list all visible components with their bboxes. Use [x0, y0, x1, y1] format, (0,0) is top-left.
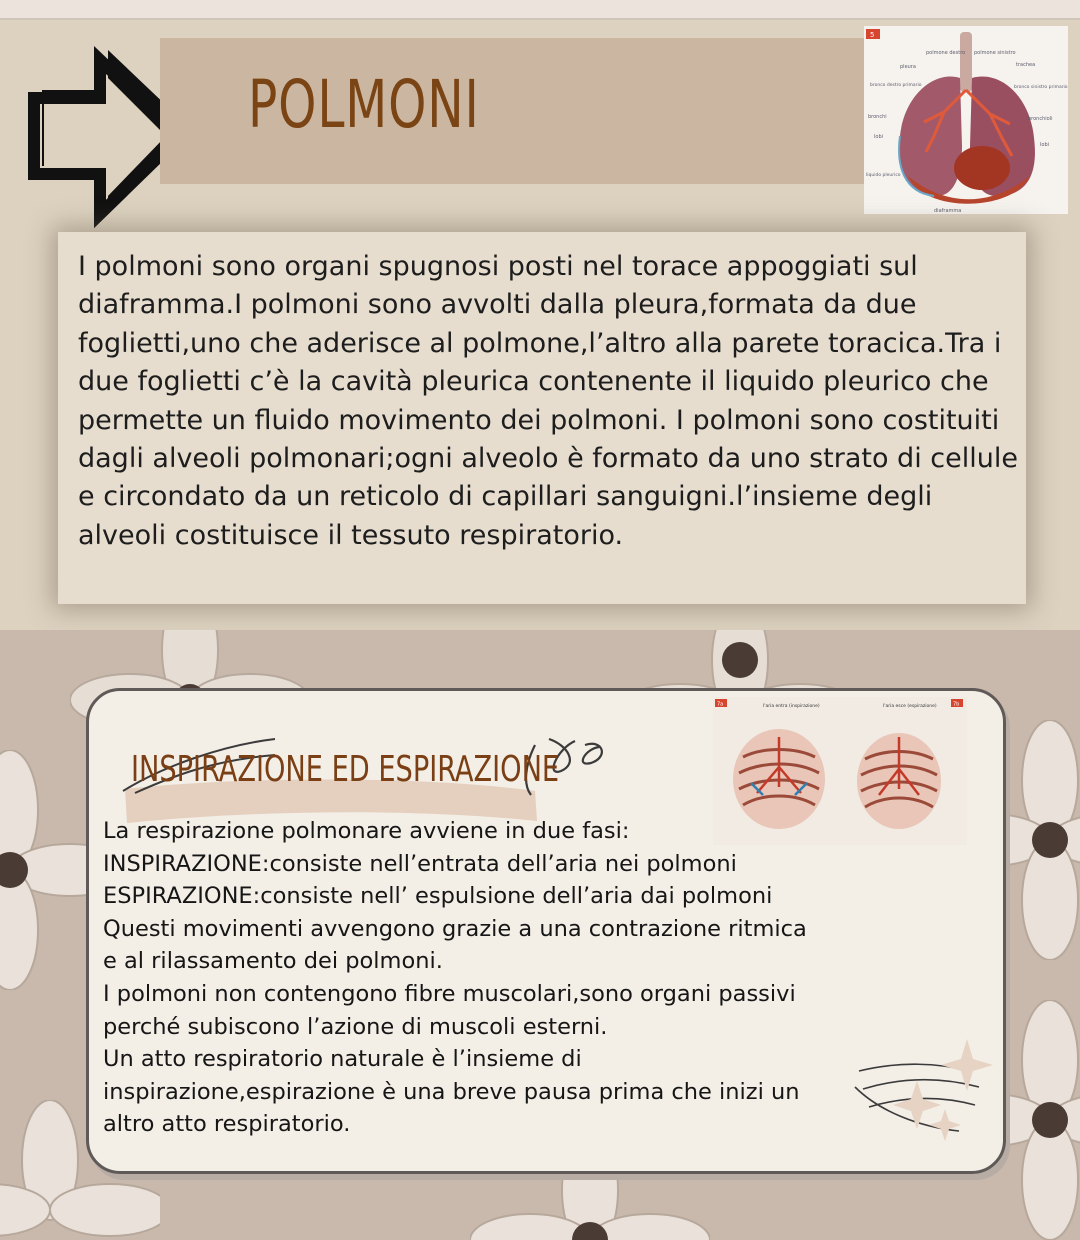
text-line: e al rilassamento dei polmoni.	[103, 948, 443, 975]
text-line: Un atto respiratorio naturale è l’insieme di	[103, 1046, 582, 1073]
figure-badge-left: 7a	[717, 701, 724, 708]
label-pleura: pleura	[900, 64, 916, 70]
text-line: I polmoni non contengono fibre muscolari,sono organi passivi	[103, 980, 796, 1007]
label-lobes-left: lobi	[1040, 142, 1050, 148]
label-lobes-right: lobi	[874, 134, 884, 140]
card-title: INSPIRAZIONE ED ESPIRAZIONE	[131, 749, 560, 790]
ribcage-left	[733, 729, 825, 829]
text-line: perché subiscono l’azione di muscoli esterni.	[103, 1013, 608, 1040]
label-left-lung: polmone sinistro	[974, 50, 1016, 56]
label-bronchioles: bronchioli	[1028, 116, 1053, 122]
text-line: altro atto respiratorio.	[103, 1111, 351, 1138]
lung-illustration-icon	[864, 26, 1068, 214]
slide-respirazione	[0, 630, 1080, 1240]
title-banner	[160, 38, 865, 184]
label-bronchi: bronchi	[868, 114, 887, 120]
caption-inspiration: l'aria entra (inspirazione)	[763, 704, 820, 709]
label-pleural-fluid: liquido pleurico	[866, 173, 901, 178]
text-line: Questi movimenti avvengono grazie a una contrazione ritmica	[103, 915, 807, 942]
lungs-description-box	[58, 232, 1026, 604]
label-left-bronchus: bronco sinistro primario	[1014, 85, 1068, 90]
text-line: inspirazione,espirazione è una breve pausa prima che inizi un	[103, 1078, 800, 1105]
caption-expiration: l'aria esce (espirazione)	[883, 704, 937, 709]
text-line: ESPIRAZIONE:consiste nell’ espulsione dell’aria dai polmoni	[103, 883, 773, 910]
figure-badge-right: 7b	[953, 701, 960, 708]
label-right-lung: polmone destro	[926, 50, 966, 56]
label-right-bronchus: bronco destro primario	[870, 83, 922, 88]
slide-polmoni	[0, 18, 1080, 630]
label-trachea: trachea	[1016, 62, 1036, 68]
page-title: POLMONI	[248, 66, 480, 143]
label-diaphragm: diaframma	[934, 208, 962, 214]
figure-badge: 5	[870, 31, 875, 39]
text-line: La respirazione polmonare avviene in due fasi:	[103, 818, 630, 844]
sparkle-scribble-decoration-icon	[849, 1031, 999, 1151]
lungs-description: I polmoni sono organi spugnosi posti nel torace appoggiati sul diaframma.I polmoni sono avvolti dalla pleura,formata da due foglietti,uno che aderisce al polmone,l’altro alla parete toracica.Tra i due foglietti c’è la cavità pleurica contenente il liquido pleurico che permette un fluido movimento dei polmoni. I polmoni sono costituiti dagli alveoli polmonari;ogni alveolo è formato da uno strato di cellule e circondato da un reticolo di capillari sanguigni.l’insieme degli alveoli costituisce il tessuto respiratorio.	[78, 251, 1018, 551]
respiration-text	[103, 815, 903, 1141]
respiration-card	[86, 688, 1006, 1174]
text-line: INSPIRAZIONE:consiste nell’entrata dell’aria nei polmoni	[103, 850, 737, 877]
lung-anatomy-figure	[864, 26, 1068, 214]
